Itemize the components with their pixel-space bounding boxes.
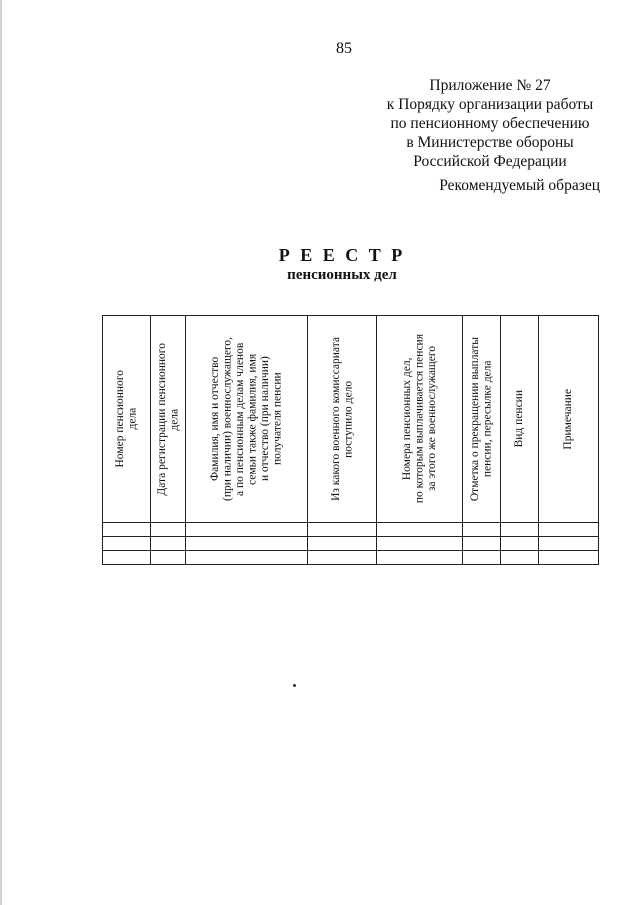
column-header-case-number xyxy=(103,316,151,523)
recommended-sample-label: Рекомендуемый образец xyxy=(439,177,600,194)
table-cell[interactable] xyxy=(103,551,151,565)
column-header-termination-mark xyxy=(463,316,501,523)
column-header-label: Примечание xyxy=(562,388,575,450)
column-header-label: Номер пенсионного дела xyxy=(114,370,139,468)
table-cell[interactable] xyxy=(308,537,377,551)
column-header-label: Дата регистрации пенсионного дела xyxy=(155,342,180,496)
document-subtitle: пенсионных дел xyxy=(287,267,397,283)
table-cell[interactable] xyxy=(186,523,308,537)
column-header-pension-type xyxy=(501,316,539,523)
table-cell[interactable] xyxy=(377,537,463,551)
column-header-full-name xyxy=(186,316,308,523)
table-cell[interactable] xyxy=(501,551,539,565)
column-header-label: Из какого военного комиссариата поступило дело xyxy=(329,337,354,501)
column-header-source-commissariat xyxy=(308,316,377,523)
table-row xyxy=(103,523,599,537)
table-cell[interactable] xyxy=(186,537,308,551)
column-header-related-case-numbers xyxy=(377,316,463,523)
table-cell[interactable] xyxy=(501,523,539,537)
appendix-line: Приложение № 27 xyxy=(429,77,551,94)
table-cell[interactable] xyxy=(463,523,501,537)
table-cell[interactable] xyxy=(103,537,151,551)
table-cell[interactable] xyxy=(539,537,599,551)
column-header-notes xyxy=(539,316,599,523)
appendix-line: Российской Федерации xyxy=(413,153,567,170)
table-cell[interactable] xyxy=(539,523,599,537)
column-header-registration-date xyxy=(151,316,186,523)
table-cell[interactable] xyxy=(308,551,377,565)
appendix-line: к Порядку организации работы xyxy=(386,96,594,113)
appendix-line: в Министерстве обороны xyxy=(406,134,574,151)
table-cell[interactable] xyxy=(377,523,463,537)
column-header-label: Номера пенсионных дел, по которым выплачивается пенсия за этого же военнослужащего xyxy=(400,334,438,504)
table-cell[interactable] xyxy=(377,551,463,565)
table-cell[interactable] xyxy=(151,551,186,565)
table-cell[interactable] xyxy=(463,537,501,551)
table-cell[interactable] xyxy=(501,537,539,551)
appendix-block xyxy=(330,76,640,171)
appendix-line: по пенсионному обеспечению xyxy=(390,115,590,132)
column-header-label: Фамилия, имя и отчество (при наличии) военнослужащего, а по пенсионным делам членов семьи также фамилия, имя и отчество (при наличии) получателя пенсии xyxy=(209,336,284,501)
table-cell[interactable] xyxy=(308,523,377,537)
table-row xyxy=(103,537,599,551)
table-cell[interactable] xyxy=(463,551,501,565)
table-cell[interactable] xyxy=(151,537,186,551)
page-edge xyxy=(0,0,2,905)
table-cell[interactable] xyxy=(539,551,599,565)
document-title: Р Е Е С Т Р xyxy=(278,245,406,265)
table-row xyxy=(103,551,599,565)
column-header-label: Вид пенсии xyxy=(513,390,526,448)
table-header-row xyxy=(103,316,599,523)
page-number: 85 xyxy=(336,40,352,57)
table-cell[interactable] xyxy=(103,523,151,537)
table-cell[interactable] xyxy=(186,551,308,565)
registry-table xyxy=(102,315,599,565)
column-header-label: Отметка о прекращении выплаты пенсии, пересылке дела xyxy=(469,336,494,502)
table-cell[interactable] xyxy=(151,523,186,537)
scan-speck xyxy=(293,684,296,687)
